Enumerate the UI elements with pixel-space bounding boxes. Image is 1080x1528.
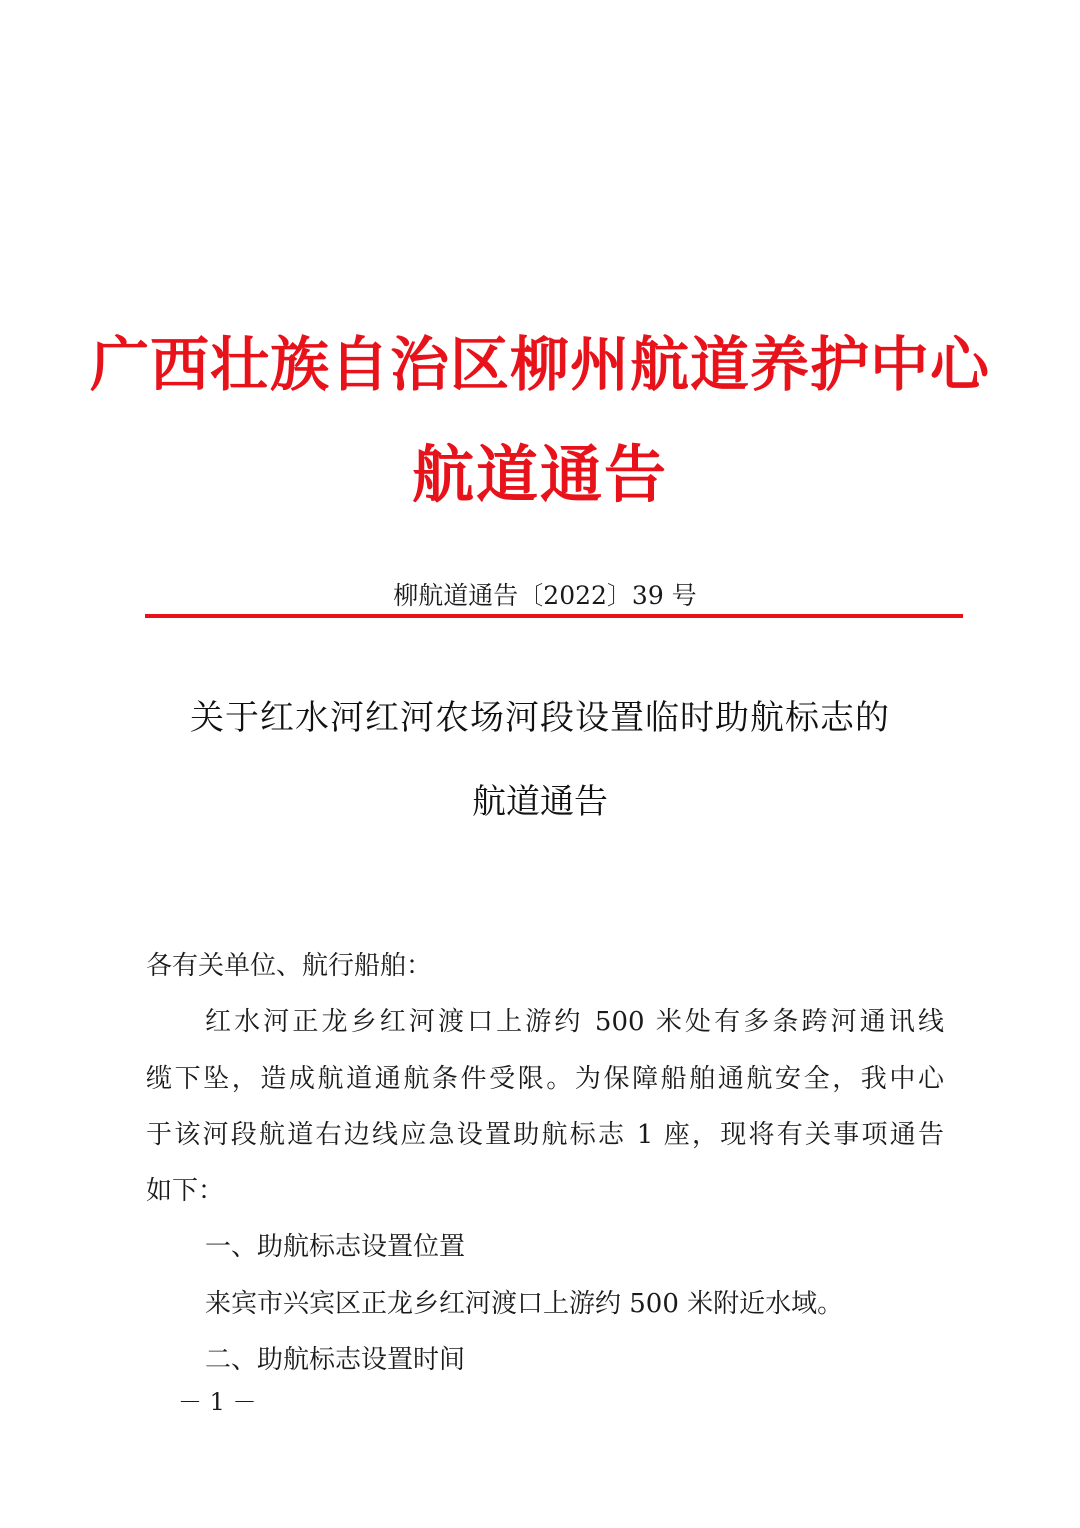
subject-title-line-2: 航道通告 <box>472 782 608 822</box>
section-1-text: 来宾市兴宾区正龙乡红河渡口上游约 500 米附近水域。 <box>205 1289 844 1319</box>
red-divider-line <box>145 614 963 618</box>
section-1-heading: 一、助航标志设置位置 <box>205 1232 466 1262</box>
paragraph-line: 如下： <box>146 1176 225 1206</box>
subject-title-line-1: 关于红水河红河农场河段设置临时助航标志的 <box>190 698 890 738</box>
issuing-organization-title: 广西壮族自治区柳州航道养护中心 <box>89 330 990 399</box>
page-number: － 1 － <box>178 1388 257 1416</box>
document-number: 柳航道通告〔2022〕39 号 <box>393 581 697 610</box>
paragraph-line: 缆下坠，造成航道通航条件受限。为保障船舶通航安全，我中心 <box>146 1064 944 1094</box>
section-2-heading: 二、助航标志设置时间 <box>205 1345 466 1375</box>
document-type-title: 航道通告 <box>411 438 668 511</box>
paragraph-line: 红水河正龙乡红河渡口上游约 500 米处有多条跨河通讯线 <box>205 1007 944 1037</box>
salutation: 各有关单位、航行船舶： <box>146 951 433 981</box>
paragraph-line: 于该河段航道右边线应急设置助航标志 1 座，现将有关事项通告 <box>146 1120 944 1150</box>
